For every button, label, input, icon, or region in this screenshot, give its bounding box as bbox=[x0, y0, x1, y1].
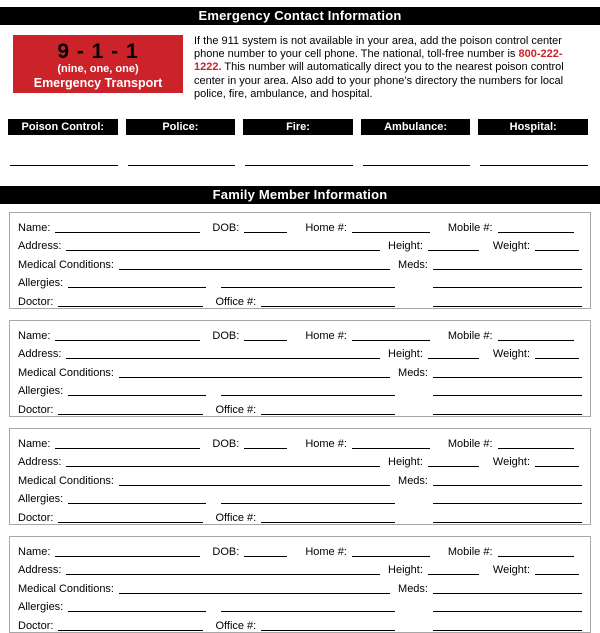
dob-label: DOB: bbox=[212, 437, 240, 450]
family-member-header: Family Member Information bbox=[0, 186, 600, 204]
allergies-label: Allergies: bbox=[18, 493, 64, 506]
contact-label-police: Police: bbox=[126, 119, 236, 135]
medical-conditions-label: Medical Conditions: bbox=[18, 258, 114, 271]
weight-label: Weight: bbox=[492, 240, 530, 253]
meds-extra-field-1[interactable] bbox=[433, 387, 582, 396]
weight-field[interactable] bbox=[535, 242, 579, 251]
weight-field[interactable] bbox=[535, 566, 579, 575]
medical-conditions-field[interactable] bbox=[119, 585, 390, 594]
member-row-medical bbox=[18, 469, 582, 488]
mobile-phone-field[interactable] bbox=[498, 224, 574, 233]
mobile-phone-field[interactable] bbox=[498, 332, 574, 341]
member-row-medical bbox=[18, 361, 582, 380]
dob-field[interactable] bbox=[244, 548, 287, 557]
home-phone-field[interactable] bbox=[352, 332, 430, 341]
doctor-field[interactable] bbox=[58, 406, 203, 415]
mobile-phone-label: Mobile #: bbox=[447, 545, 493, 558]
weight-label: Weight: bbox=[492, 456, 530, 469]
address-label: Address: bbox=[18, 240, 62, 253]
doctor-label: Doctor: bbox=[18, 511, 54, 524]
contact-label-fire: Fire: bbox=[243, 119, 353, 135]
name-field[interactable] bbox=[55, 440, 200, 449]
medical-conditions-label: Medical Conditions: bbox=[18, 582, 114, 595]
family-member-block bbox=[9, 212, 591, 309]
member-row-address bbox=[18, 451, 582, 470]
office-phone-field[interactable] bbox=[261, 298, 395, 307]
address-label: Address: bbox=[18, 348, 62, 361]
address-label: Address: bbox=[18, 456, 62, 469]
doctor-label: Doctor: bbox=[18, 403, 54, 416]
name-label: Name: bbox=[18, 437, 51, 450]
office-phone-field[interactable] bbox=[261, 514, 395, 523]
dob-field[interactable] bbox=[244, 440, 287, 449]
meds-extra-field-1[interactable] bbox=[433, 603, 582, 612]
member-row-identity bbox=[18, 324, 582, 343]
contact-label-hospital: Hospital: bbox=[478, 119, 588, 135]
meds-field[interactable] bbox=[433, 585, 582, 594]
height-label: Height: bbox=[388, 348, 423, 361]
home-phone-label: Home #: bbox=[305, 329, 347, 342]
member-row-medical bbox=[18, 577, 582, 596]
height-label: Height: bbox=[388, 564, 423, 577]
member-row-allergies bbox=[18, 380, 582, 399]
home-phone-field[interactable] bbox=[352, 548, 430, 557]
dob-label: DOB: bbox=[212, 329, 240, 342]
allergies-extra-field[interactable] bbox=[221, 387, 395, 396]
emergency-intro-section bbox=[13, 35, 590, 105]
meds-extra-field-2[interactable] bbox=[433, 298, 582, 307]
mobile-phone-label: Mobile #: bbox=[447, 221, 493, 234]
medical-conditions-field[interactable] bbox=[119, 261, 390, 270]
name-field[interactable] bbox=[55, 548, 200, 557]
dob-field[interactable] bbox=[244, 224, 287, 233]
doctor-label: Doctor: bbox=[18, 619, 54, 632]
family-member-block bbox=[9, 428, 591, 525]
member-row-allergies bbox=[18, 488, 582, 507]
emergency-contacts-fill-lines bbox=[10, 164, 588, 166]
member-row-identity bbox=[18, 216, 582, 235]
weight-label: Weight: bbox=[492, 348, 530, 361]
height-field[interactable] bbox=[428, 566, 479, 575]
meds-extra-field-2[interactable] bbox=[433, 406, 582, 415]
meds-field[interactable] bbox=[433, 261, 582, 270]
office-phone-label: Office #: bbox=[215, 403, 257, 416]
member-row-allergies bbox=[18, 272, 582, 291]
office-phone-field[interactable] bbox=[261, 406, 395, 415]
meds-field[interactable] bbox=[433, 369, 582, 378]
contact-field-police[interactable] bbox=[128, 164, 236, 166]
home-phone-field[interactable] bbox=[352, 440, 430, 449]
address-field[interactable] bbox=[66, 350, 380, 359]
member-row-address bbox=[18, 235, 582, 254]
name-field[interactable] bbox=[55, 224, 200, 233]
height-field[interactable] bbox=[428, 242, 479, 251]
allergies-field[interactable] bbox=[68, 603, 206, 612]
address-field[interactable] bbox=[66, 566, 380, 575]
contact-field-fire[interactable] bbox=[245, 164, 353, 166]
medical-conditions-field[interactable] bbox=[119, 369, 390, 378]
meds-label: Meds: bbox=[398, 258, 428, 271]
address-field[interactable] bbox=[66, 458, 380, 467]
contact-field-ambulance[interactable] bbox=[363, 164, 471, 166]
member-row-identity bbox=[18, 432, 582, 451]
poison-control-phone-number: 800-222-1222. bbox=[194, 48, 563, 74]
instructions-text-after: This number will automatically direct you to the nearest poison control center in your area. Also add to your phone’s directory the numbers for local police, fire, ambulance, and hospital. bbox=[194, 61, 564, 100]
allergies-extra-field[interactable] bbox=[221, 603, 395, 612]
contact-field-hospital[interactable] bbox=[480, 164, 588, 166]
contact-label-ambulance: Ambulance: bbox=[361, 119, 471, 135]
allergies-label: Allergies: bbox=[18, 385, 64, 398]
member-row-doctor bbox=[18, 398, 582, 417]
height-label: Height: bbox=[388, 240, 423, 253]
instructions-text-before: If the 911 system is not available in your area, add the poison control center phone number to your cell phone. The national, toll-free number is bbox=[194, 35, 562, 61]
home-phone-label: Home #: bbox=[305, 545, 347, 558]
dob-field[interactable] bbox=[244, 332, 287, 341]
doctor-field[interactable] bbox=[58, 298, 203, 307]
meds-field[interactable] bbox=[433, 477, 582, 486]
emergency-911-badge bbox=[13, 35, 183, 105]
height-label: Height: bbox=[388, 456, 423, 469]
mobile-phone-label: Mobile #: bbox=[447, 437, 493, 450]
home-phone-field[interactable] bbox=[352, 224, 430, 233]
weight-label: Weight: bbox=[492, 564, 530, 577]
meds-extra-field-1[interactable] bbox=[433, 279, 582, 288]
weight-field[interactable] bbox=[535, 458, 579, 467]
member-row-allergies bbox=[18, 596, 582, 615]
mobile-phone-field[interactable] bbox=[498, 548, 574, 557]
contact-field-poison-control[interactable] bbox=[10, 164, 118, 166]
name-label: Name: bbox=[18, 329, 51, 342]
member-row-identity bbox=[18, 540, 582, 559]
emergency-contact-header: Emergency Contact Information bbox=[0, 7, 600, 25]
allergies-label: Allergies: bbox=[18, 277, 64, 290]
member-row-address bbox=[18, 559, 582, 578]
meds-label: Meds: bbox=[398, 582, 428, 595]
office-phone-field[interactable] bbox=[261, 622, 395, 631]
member-row-doctor bbox=[18, 614, 582, 633]
address-field[interactable] bbox=[66, 242, 380, 251]
mobile-phone-label: Mobile #: bbox=[447, 329, 493, 342]
name-label: Name: bbox=[18, 221, 51, 234]
meds-extra-field-1[interactable] bbox=[433, 495, 582, 504]
meds-extra-field-2[interactable] bbox=[433, 622, 582, 631]
office-phone-label: Office #: bbox=[215, 619, 257, 632]
mobile-phone-field[interactable] bbox=[498, 440, 574, 449]
address-label: Address: bbox=[18, 564, 62, 577]
911-caption: Emergency Transport System bbox=[33, 76, 163, 105]
medical-conditions-label: Medical Conditions: bbox=[18, 366, 114, 379]
meds-label: Meds: bbox=[398, 366, 428, 379]
allergies-label: Allergies: bbox=[18, 601, 64, 614]
medical-conditions-label: Medical Conditions: bbox=[18, 474, 114, 487]
allergies-extra-field[interactable] bbox=[221, 495, 395, 504]
contact-label-poison-control: Poison Control: bbox=[8, 119, 118, 135]
name-label: Name: bbox=[18, 545, 51, 558]
meds-label: Meds: bbox=[398, 474, 428, 487]
member-row-medical bbox=[18, 253, 582, 272]
family-member-block bbox=[9, 320, 591, 417]
doctor-label: Doctor: bbox=[18, 295, 54, 308]
poison-control-instructions bbox=[194, 35, 590, 101]
family-member-block bbox=[9, 536, 591, 633]
family-member-list bbox=[9, 212, 591, 633]
allergies-extra-field[interactable] bbox=[221, 279, 395, 288]
height-field[interactable] bbox=[428, 458, 479, 467]
home-phone-label: Home #: bbox=[305, 437, 347, 450]
doctor-field[interactable] bbox=[58, 514, 203, 523]
emergency-contacts-row bbox=[8, 119, 588, 135]
member-row-doctor bbox=[18, 290, 582, 309]
allergies-field[interactable] bbox=[68, 495, 206, 504]
dob-label: DOB: bbox=[212, 221, 240, 234]
home-phone-label: Home #: bbox=[305, 221, 347, 234]
doctor-field[interactable] bbox=[58, 622, 203, 631]
911-pronunciation: (nine, one, one) bbox=[57, 63, 139, 75]
medical-conditions-field[interactable] bbox=[119, 477, 390, 486]
name-field[interactable] bbox=[55, 332, 200, 341]
office-phone-label: Office #: bbox=[215, 511, 257, 524]
911-number: 9 - 1 - 1 bbox=[57, 40, 139, 63]
member-row-doctor bbox=[18, 506, 582, 525]
meds-extra-field-2[interactable] bbox=[433, 514, 582, 523]
allergies-field[interactable] bbox=[68, 279, 206, 288]
allergies-field[interactable] bbox=[68, 387, 206, 396]
weight-field[interactable] bbox=[535, 350, 579, 359]
height-field[interactable] bbox=[428, 350, 479, 359]
member-row-address bbox=[18, 343, 582, 362]
office-phone-label: Office #: bbox=[215, 295, 257, 308]
dob-label: DOB: bbox=[212, 545, 240, 558]
